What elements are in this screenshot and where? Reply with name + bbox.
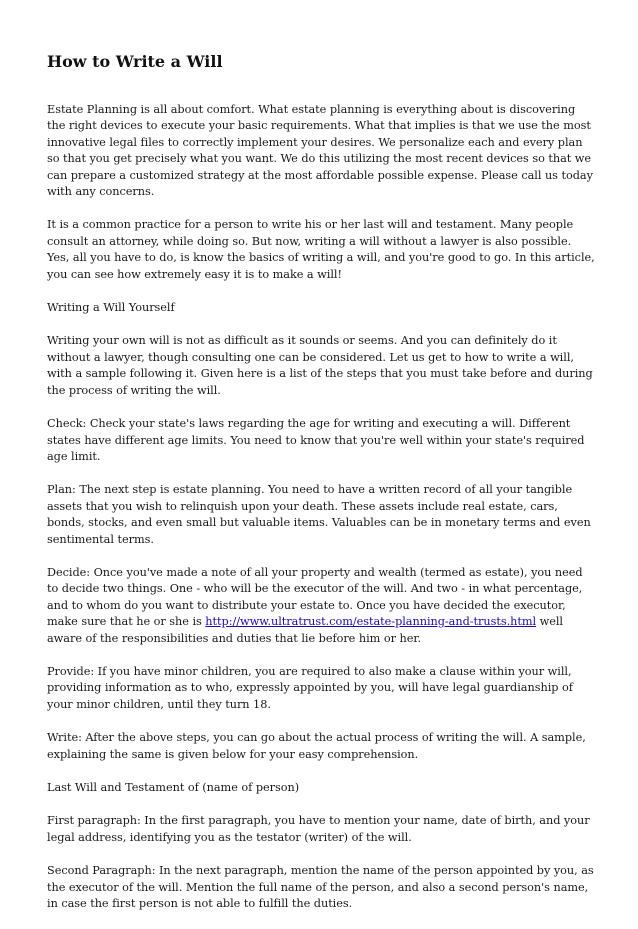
write-step-paragraph: Write: After the above steps, you can go about the actual process of writing the will. A sample, explaining the same is given below for your easy comprehension. bbox=[47, 731, 586, 761]
document-page bbox=[47, 52, 595, 929]
writing-own-will-paragraph: Writing your own will is not as difficult as it sounds or seems. And you can definitely do it without a lawyer, though consulting one can be considered. Let us get to how to write a will, with a sample following it. Given here is a list of the steps that you must take before and during the process of writing the will. bbox=[47, 334, 593, 397]
practice-paragraph: It is a common practice for a person to write his or her last will and testament. Many people consult an attorney, while doing so. But now, writing a will without a lawyer is also possible. Yes, all you have to do, is know the basics of writing a will, and you're good to go. In this article, you can see how extremely easy it is to make a will! bbox=[47, 218, 595, 281]
check-step-paragraph: Check: Check your state's laws regarding the age for writing and executing a will. Different states have different age limits. You need to know that you're well within your state's required age limit. bbox=[47, 417, 585, 463]
ultratrust-link[interactable]: http://www.ultratrust.com/estate-planning-and-trusts.html bbox=[205, 615, 537, 629]
document-title: How to Write a Will bbox=[47, 52, 223, 71]
section-heading-writing-will-yourself: Writing a Will Yourself bbox=[47, 301, 175, 315]
sample-will-heading: Last Will and Testament of (name of person) bbox=[47, 781, 300, 794]
decide-text-before-link: Decide: Once you've made a note of all your property and wealth (termed as estate), you need to decide two things. One - who will be the executor of the will. And two - in what percentage, and to whom do you want to distribute your estate to. Once you have decided the executor, make sure that he or she is bbox=[47, 565, 583, 629]
first-paragraph-instruction: First paragraph: In the first paragraph, you have to mention your name, date of birth, and your legal address, identifying you as the testator (writer) of the will. bbox=[47, 814, 590, 844]
decide-text-after-link: well aware of the responsibilities and duties that lie before him or her. bbox=[47, 615, 564, 645]
second-paragraph-instruction: Second Paragraph: In the next paragraph, mention the name of the person appointed by you, as the executor of the will. Mention the full name of the person, and also a second person's name, in case the first person is not able to fulfill the duties. bbox=[47, 864, 594, 911]
decide-step-paragraph bbox=[47, 565, 595, 647]
plan-step-paragraph: Plan: The next step is estate planning. You need to have a written record of all your tangible assets that you wish to relinquish upon your death. These assets include real estate, cars, bonds, stocks, and even small but valuable items. Valuables can be in monetary terms and even sentimental terms. bbox=[47, 483, 591, 546]
provide-step-paragraph: Provide: If you have minor children, you are required to also make a clause within your will, providing information as to who, expressly appointed by you, will have legal guardianship of your minor children, until they turn 18. bbox=[47, 664, 573, 711]
intro-paragraph: Estate Planning is all about comfort. What estate planning is everything about is discovering the right devices to execute your basic requirements. What that implies is that we use the most innovative legal files to correctly implement your desires. We personalize each and every plan so that you get precisely what you want. We do this utilizing the most recent devices so that we can prepare a customized strategy at the most affordable possible expense. Please call us today with any concerns. bbox=[47, 103, 593, 199]
